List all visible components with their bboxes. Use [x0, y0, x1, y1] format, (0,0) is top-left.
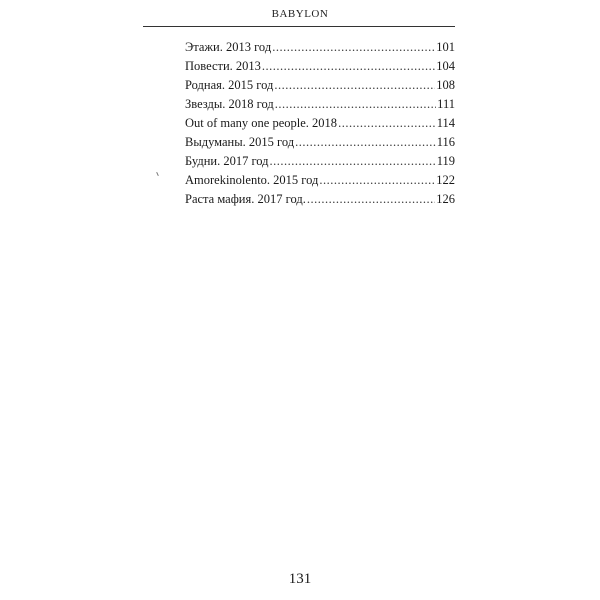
toc-entry-title: Раста мафия. 2017 год. [185, 192, 306, 206]
toc-entry-title: Будни. 2017 год [185, 154, 269, 168]
toc-leader-dots [307, 190, 435, 209]
toc-entry-title: Выдуманы. 2015 год [185, 135, 295, 149]
toc-leader-dots [319, 171, 435, 190]
toc-entry-page: 111 [437, 97, 455, 111]
toc-leader-dots [274, 76, 435, 95]
toc-entry [185, 38, 455, 57]
toc-entry [185, 133, 455, 152]
toc-leader-dots [338, 114, 436, 133]
toc-entry [185, 152, 455, 171]
toc-entry [185, 114, 455, 133]
toc-entry-title: Повести. 2013 [185, 59, 261, 73]
toc-entry-title: Out of many one people. 2018 [185, 116, 338, 130]
header-rule [143, 26, 455, 27]
page-number: 131 [288, 571, 312, 587]
toc-entry [185, 76, 455, 95]
toc-entry-page: 122 [436, 173, 455, 187]
table-of-contents [185, 38, 455, 209]
toc-entry-page: 104 [436, 59, 455, 73]
toc-leader-dots [295, 133, 436, 152]
toc-entry-page: 126 [436, 192, 455, 206]
toc-entry [185, 57, 455, 76]
toc-leader-dots [270, 152, 436, 171]
toc-entry-page: 114 [436, 116, 455, 130]
toc-entry-page: 119 [436, 154, 455, 168]
toc-entry-page: 116 [436, 135, 455, 149]
toc-entry-page: 108 [436, 78, 455, 92]
toc-entry-page: 101 [436, 40, 455, 54]
toc-entry-title: Этажи. 2013 год [185, 40, 272, 54]
toc-leader-dots [262, 57, 435, 76]
toc-entry-title: Amorekinolento. 2015 год [185, 173, 319, 187]
toc-entry [185, 171, 455, 190]
running-head: BABYLON [271, 8, 329, 20]
print-speck [156, 172, 159, 176]
toc-entry-title: Родная. 2015 год [185, 78, 274, 92]
toc-leader-dots [272, 38, 435, 57]
toc-entry [185, 95, 455, 114]
toc-entry [185, 190, 455, 209]
toc-entry-title: Звезды. 2018 год [185, 97, 274, 111]
toc-leader-dots [275, 95, 436, 114]
